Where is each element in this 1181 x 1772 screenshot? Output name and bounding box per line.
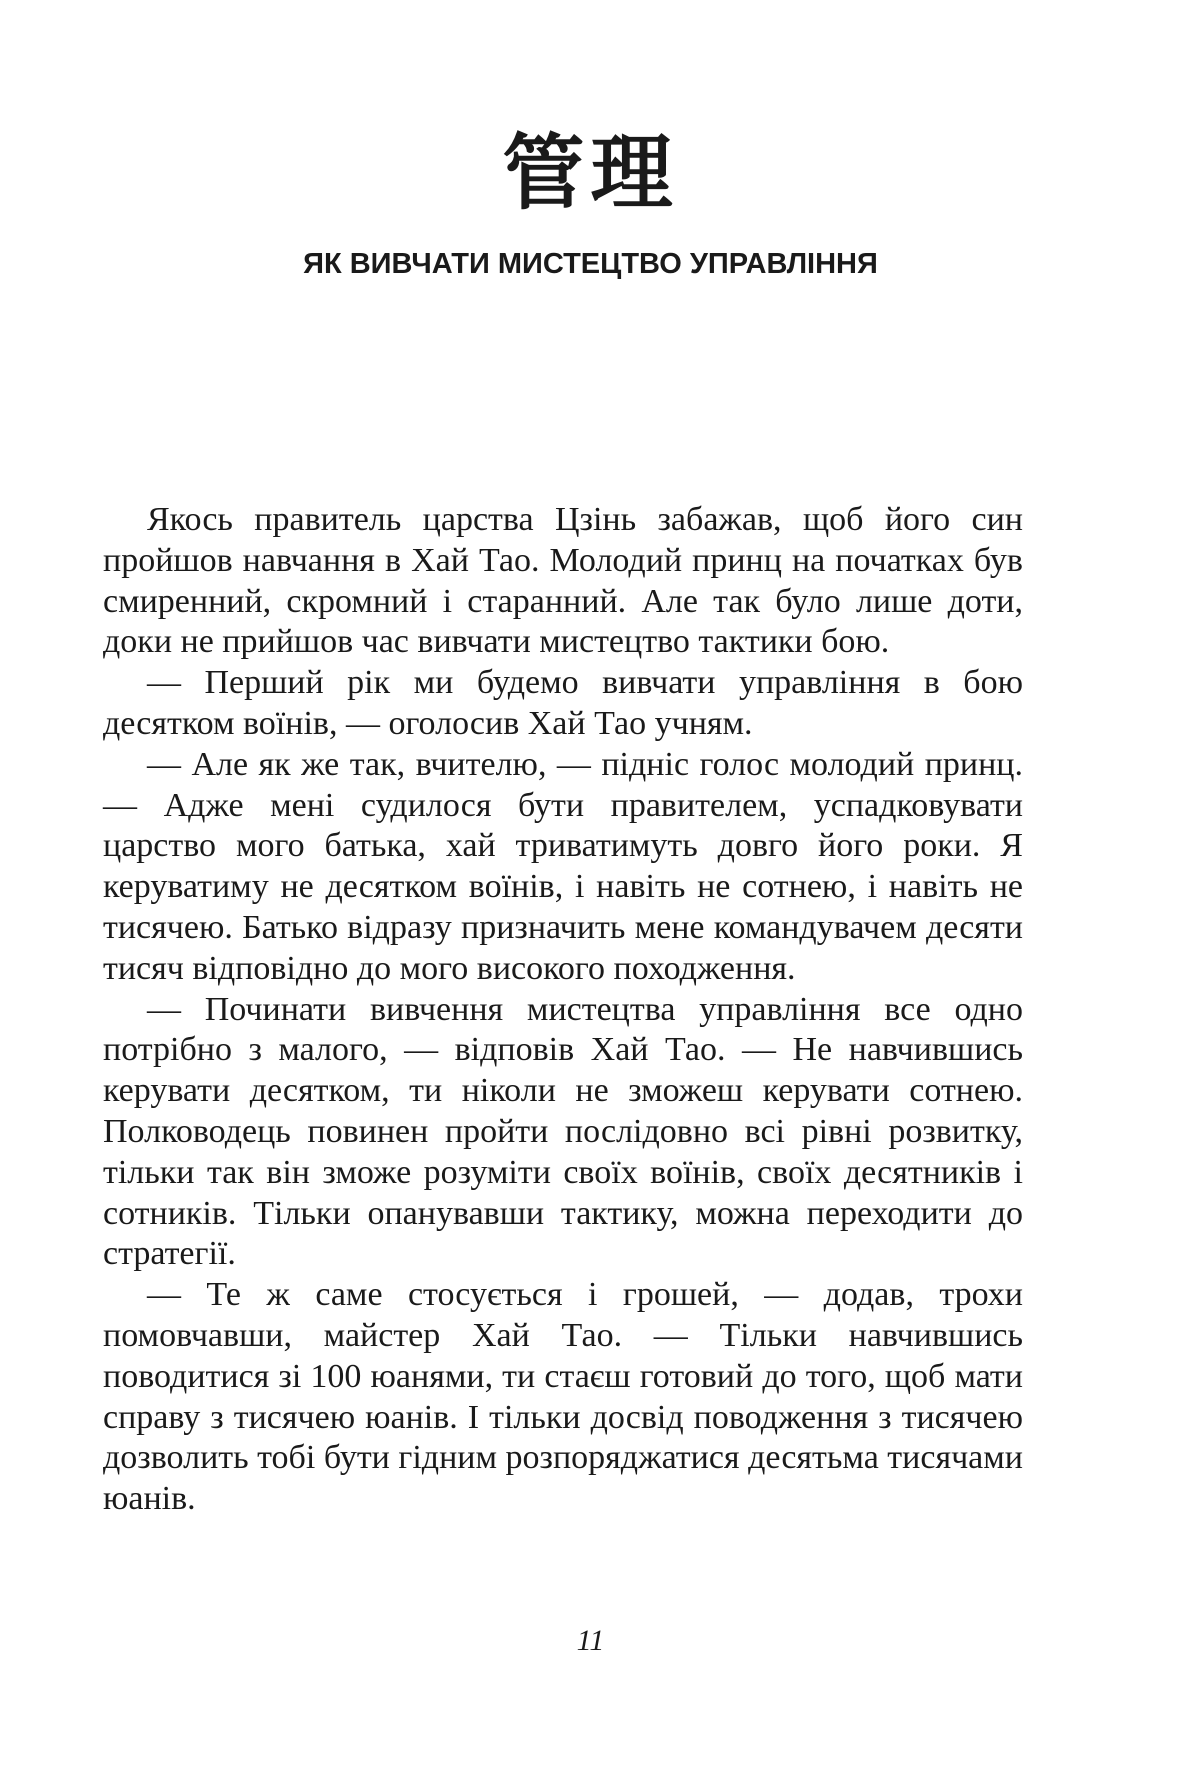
paragraph: — Починати вивчення мистецтва управління все одно потрібно з малого, — відповів Хай Тао. — Не навчившись керувати десятком, ти ніколи не зможеш керувати сотнею. Полководець повинен пройти послідовно всі рівні розвитку, тільки так він зможе розуміти своїх воїнів, своїх десятників і сотників. Тільки опанувавши тактику, можна переходити до стратегії. <box>103 990 1023 1273</box>
body-text <box>103 500 1023 1520</box>
chapter-title: 管理 <box>502 126 679 221</box>
chapter-subtitle: ЯК ВИВЧАТИ МИСТЕЦТВО УПРАВЛІННЯ <box>303 248 878 280</box>
page-number: 11 <box>576 1624 605 1657</box>
paragraph: — Те ж саме стосується і грошей, — додав, трохи помовчавши, майстер Хай Тао. — Тільки навчившись поводитися зі 100 юанями, ти стаєш готовий до того, щоб мати справу з тисячею юанів. І тільки досвід поводження з тисячею дозволить тобі бути гідним розпоряджатися десятьма тисячами юанів. <box>103 1276 1023 1518</box>
paragraph: — Перший рік ми будемо вивчати управління в бою десятком воїнів, — оголосив Хай Тао учням. <box>103 664 1023 742</box>
paragraph: Якось правитель царства Цзінь забажав, щоб його син пройшов навчання в Хай Тао. Молодий принц на початках був смиренний, скромний і старанний. Але так було лише доти, доки не прийшов час вивчати мистецтво тактики бою. <box>103 501 1023 661</box>
paragraph: — Але як же так, вчителю, — підніс голос молодий принц. — Адже мені судилося бути правителем, успадковувати царство мого батька, хай триватимуть довго його роки. Я керуватиму не десятком воїнів, і навіть не сотнею, і навіть не тисячею. Батько відразу призначить мене командувачем десяти тисяч відповідно до мого високого походження. <box>103 745 1023 987</box>
